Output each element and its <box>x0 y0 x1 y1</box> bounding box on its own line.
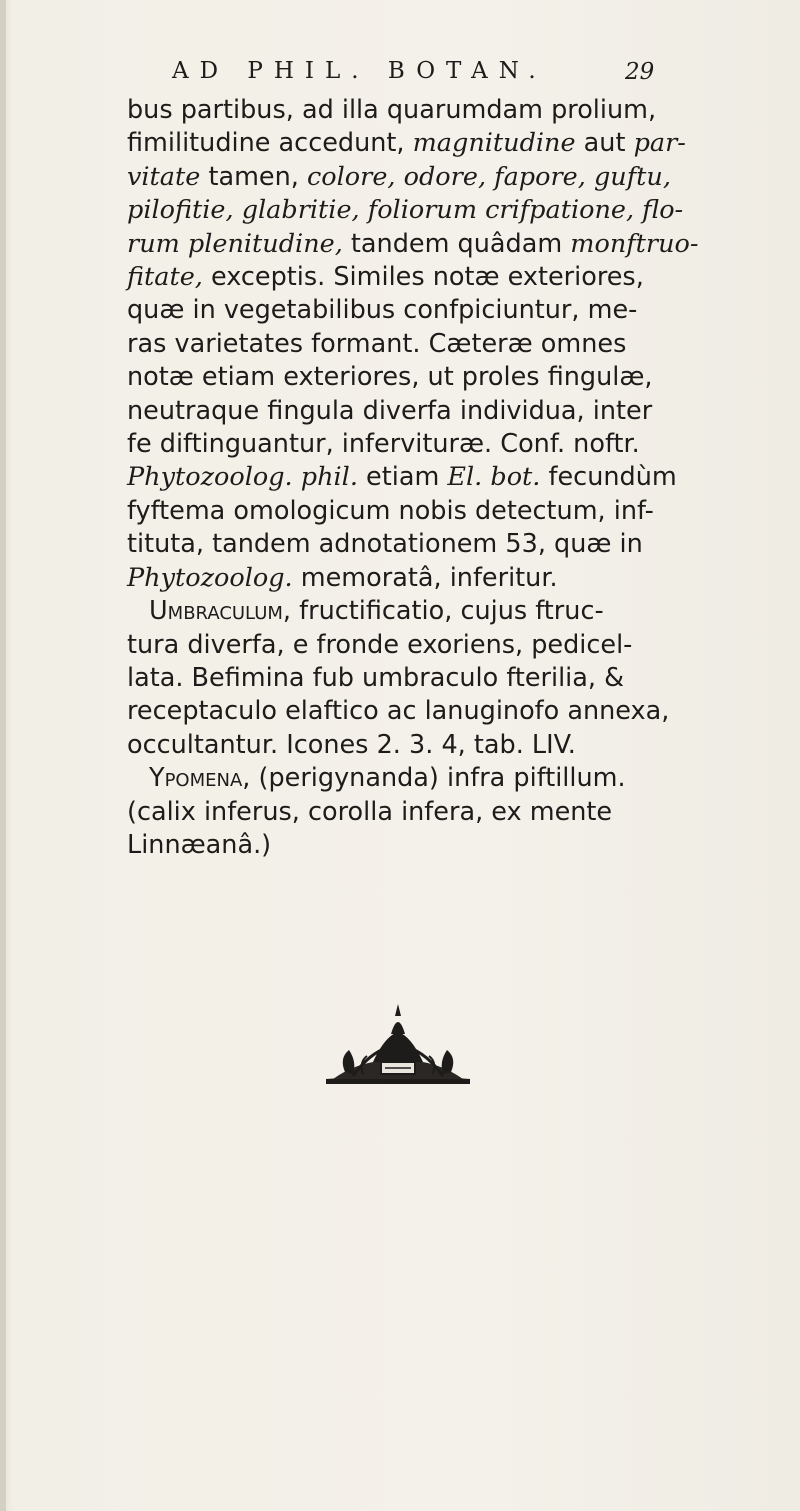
text-line-1: bus partibus, ad illa quarumdam prolium, <box>127 95 657 125</box>
text-line-5: rum plenitudine, tandem quâdam monftruo- <box>127 228 699 259</box>
text-line-20: occultantur. Icones 2. 3. 4, tab. LIV. <box>127 729 576 760</box>
text-line-22: (calix inferus, corolla infera, ex mente <box>127 796 613 827</box>
text-line-15: Phytozoolog. memoratâ, inferitur. <box>127 562 558 593</box>
text-line-3: vitate tamen, colore, odore, fapore, guftu, <box>127 161 671 192</box>
text-line-17: tura diverfa, e fronde exoriens, pedicel- <box>127 629 633 660</box>
page-number: 29 <box>625 59 655 85</box>
text-line-16: Umbraculum, fructificatio, cujus ftruc- <box>149 596 604 627</box>
text-line-21: Ypomena, (perigynanda) infra piftillum. <box>149 763 626 794</box>
text-line-18: lata. Befimina fub umbraculo fterilia, & <box>127 662 624 693</box>
text-line-9: notæ etiam exteriores, ut proles fingulæ, <box>127 362 653 393</box>
running-head: AD PHIL. BOTAN. <box>172 58 547 84</box>
text-line-13: fyftema omologicum nobis detectum, inf- <box>127 495 654 526</box>
text-line-10: neutraque fingula diverfa individua, inter <box>127 395 653 426</box>
text-line-2: fimilitudine accedunt, magnitudine aut par- <box>127 128 686 159</box>
text-line-7: quæ in vegetabilibus confpiciuntur, me- <box>127 295 638 326</box>
text-line-8: ras varietates formant. Cæteræ omnes <box>127 328 627 359</box>
text-line-11: fe diftinguantur, infervituræ. Conf. noftr. <box>127 429 640 460</box>
text-line-12: Phytozoolog. phil. etiam El. bot. fecundùm <box>127 462 677 493</box>
tailpiece-ornament <box>323 1000 473 1086</box>
page-gutter <box>0 0 6 1511</box>
body-text <box>127 94 767 862</box>
text-line-14: tituta, tandem adnotationem 53, quæ in <box>127 529 643 560</box>
text-line-23: Linnæanâ.) <box>127 829 272 860</box>
text-line-6: fitate, exceptis. Similes notæ exteriores, <box>127 262 644 293</box>
text-line-4: pilofitie, glabritie, foliorum crifpatione, flo- <box>127 195 684 226</box>
text-line-19: receptaculo elaftico ac lanuginofo annexa, <box>127 696 670 727</box>
